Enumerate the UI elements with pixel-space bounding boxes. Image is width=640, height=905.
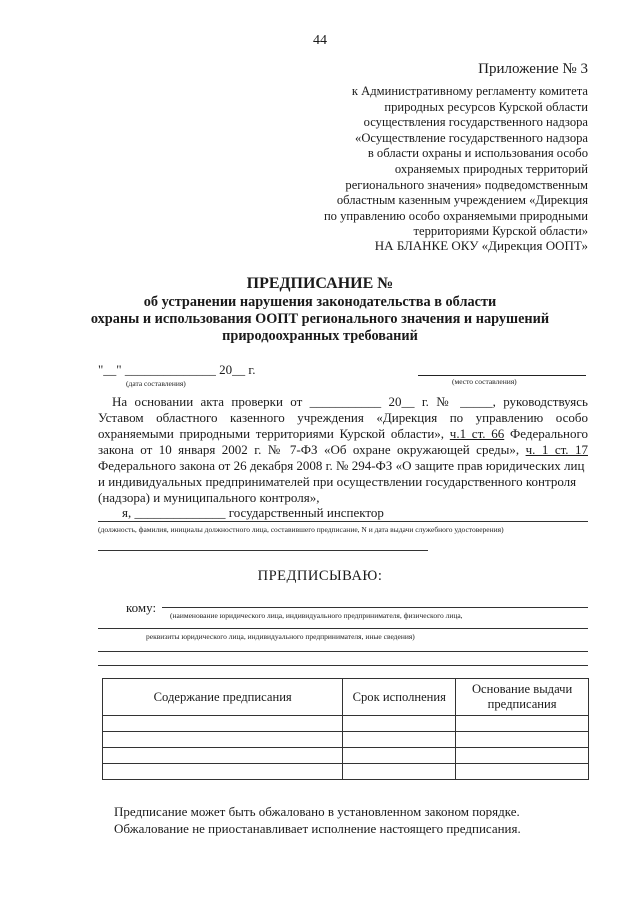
table-cell xyxy=(456,732,589,748)
subtitle-line: об устранении нарушения законодательства в области xyxy=(143,294,497,310)
inspector-line: я, ______________ государственный инспектор xyxy=(122,505,384,520)
table-cell xyxy=(343,732,456,748)
regulation-line: осуществления государственного надзора xyxy=(363,115,588,130)
prescribe-heading: ПРЕДПИСЫВАЮ: xyxy=(257,568,383,584)
inspector-field-line xyxy=(98,521,588,522)
to-label: кому: xyxy=(126,600,157,615)
footer-line: Предписание может быть обжаловано в установленном законом порядке. xyxy=(114,804,520,819)
footer-line: Обжалование не приостанавливает исполнение настоящего предписания. xyxy=(114,821,521,836)
document-subtitle xyxy=(0,294,640,345)
table-cell xyxy=(456,748,589,764)
law-link[interactable]: ч.1 ст. 66 xyxy=(449,426,505,441)
table-row xyxy=(103,748,589,764)
regulation-line: «Осуществление государственного надзора xyxy=(355,130,588,145)
table-cell xyxy=(103,764,343,780)
requisites-field-line xyxy=(98,651,588,652)
recipient-field-line xyxy=(162,607,588,608)
regulation-line: территориями Курской области» xyxy=(413,224,588,239)
column-header: Основание выдачи предписания xyxy=(456,679,589,716)
regulation-line: областным казенным учреждением «Дирекция xyxy=(336,193,588,208)
table-cell xyxy=(456,716,589,732)
body-paragraph xyxy=(98,394,588,506)
regulation-line: по управлению особо охраняемыми природными xyxy=(323,208,588,223)
place-caption: (место составления) xyxy=(452,377,517,386)
table-header-row xyxy=(103,679,589,716)
table-cell xyxy=(103,732,343,748)
regulation-line: природных ресурсов Курской области xyxy=(384,99,588,114)
table-row xyxy=(103,764,589,780)
date-field: "__" ______________ 20__ г. xyxy=(98,362,256,377)
table-row xyxy=(103,732,589,748)
table-cell xyxy=(103,748,343,764)
body-line: На основании акта проверки от ___________ 20__ г. № _____, руководствуясь xyxy=(112,394,588,409)
column-header: Срок исполнения xyxy=(343,679,456,716)
date-caption: (дата составления) xyxy=(126,379,186,388)
table-cell xyxy=(343,716,456,732)
regulation-reference xyxy=(288,84,588,240)
table-cell xyxy=(343,764,456,780)
table-cell xyxy=(103,716,343,732)
body-line: Уставом областного казенного учреждения «Дирекция по управлению особо xyxy=(98,410,588,425)
footer-note xyxy=(114,803,521,837)
body-line: закона от 10 января 2002 г. № 7-ФЗ «Об охране окружающей среды», ч. 1 ст. 17 xyxy=(98,442,588,457)
regulation-line: охраняемых природных территорий xyxy=(394,161,588,176)
requisites-field-line-2 xyxy=(98,665,588,666)
inspector-caption: (должность, фамилия, инициалы должностного лица, составившего предписание, N и дата выдачи служебного удостоверения) xyxy=(98,525,504,534)
table-row xyxy=(103,716,589,732)
regulation-line: в области охраны и использования особо xyxy=(367,146,588,161)
table-cell xyxy=(343,748,456,764)
subtitle-line: природоохранных требований xyxy=(222,328,418,344)
regulation-line: к Административному регламенту комитета xyxy=(351,84,588,98)
prescription-table xyxy=(102,678,589,780)
inspector-field-line-2 xyxy=(98,550,428,551)
law-link[interactable]: ч. 1 ст. 17 xyxy=(525,442,588,457)
document-title: ПРЕДПИСАНИЕ № xyxy=(246,275,394,292)
recipient-caption: (наименование юридического лица, индивидуального предпринимателя, физического лица, xyxy=(170,611,463,620)
page-number: 44 xyxy=(313,33,327,48)
table-cell xyxy=(456,764,589,780)
regulation-line: регионального значения» подведомственным xyxy=(345,177,588,192)
body-line: Федерального закона от 26 декабря 2008 г. № 294-ФЗ «О защите прав юридических лиц xyxy=(98,458,585,473)
requisites-caption: реквизиты юридического лица, индивидуального предпринимателя, иные сведения) xyxy=(146,632,415,641)
column-header: Содержание предписания xyxy=(103,679,343,716)
body-line: и индивидуальных предпринимателей при осуществлении государственного контроля xyxy=(98,474,577,489)
subtitle-line: охраны и использования ООПТ регионального значения и нарушений xyxy=(90,311,550,327)
recipient-field-line-2 xyxy=(98,628,588,629)
blank-header: НА БЛАНКЕ ОКУ «Дирекция ООПТ» xyxy=(374,238,588,253)
body-line: охраняемыми природными территориями Курской области», ч.1 ст. 66 Федерального xyxy=(98,426,588,441)
body-line: (надзора) и муниципального контроля», xyxy=(98,490,320,505)
place-field-line xyxy=(418,375,586,376)
appendix-label: Приложение № 3 xyxy=(478,61,588,77)
